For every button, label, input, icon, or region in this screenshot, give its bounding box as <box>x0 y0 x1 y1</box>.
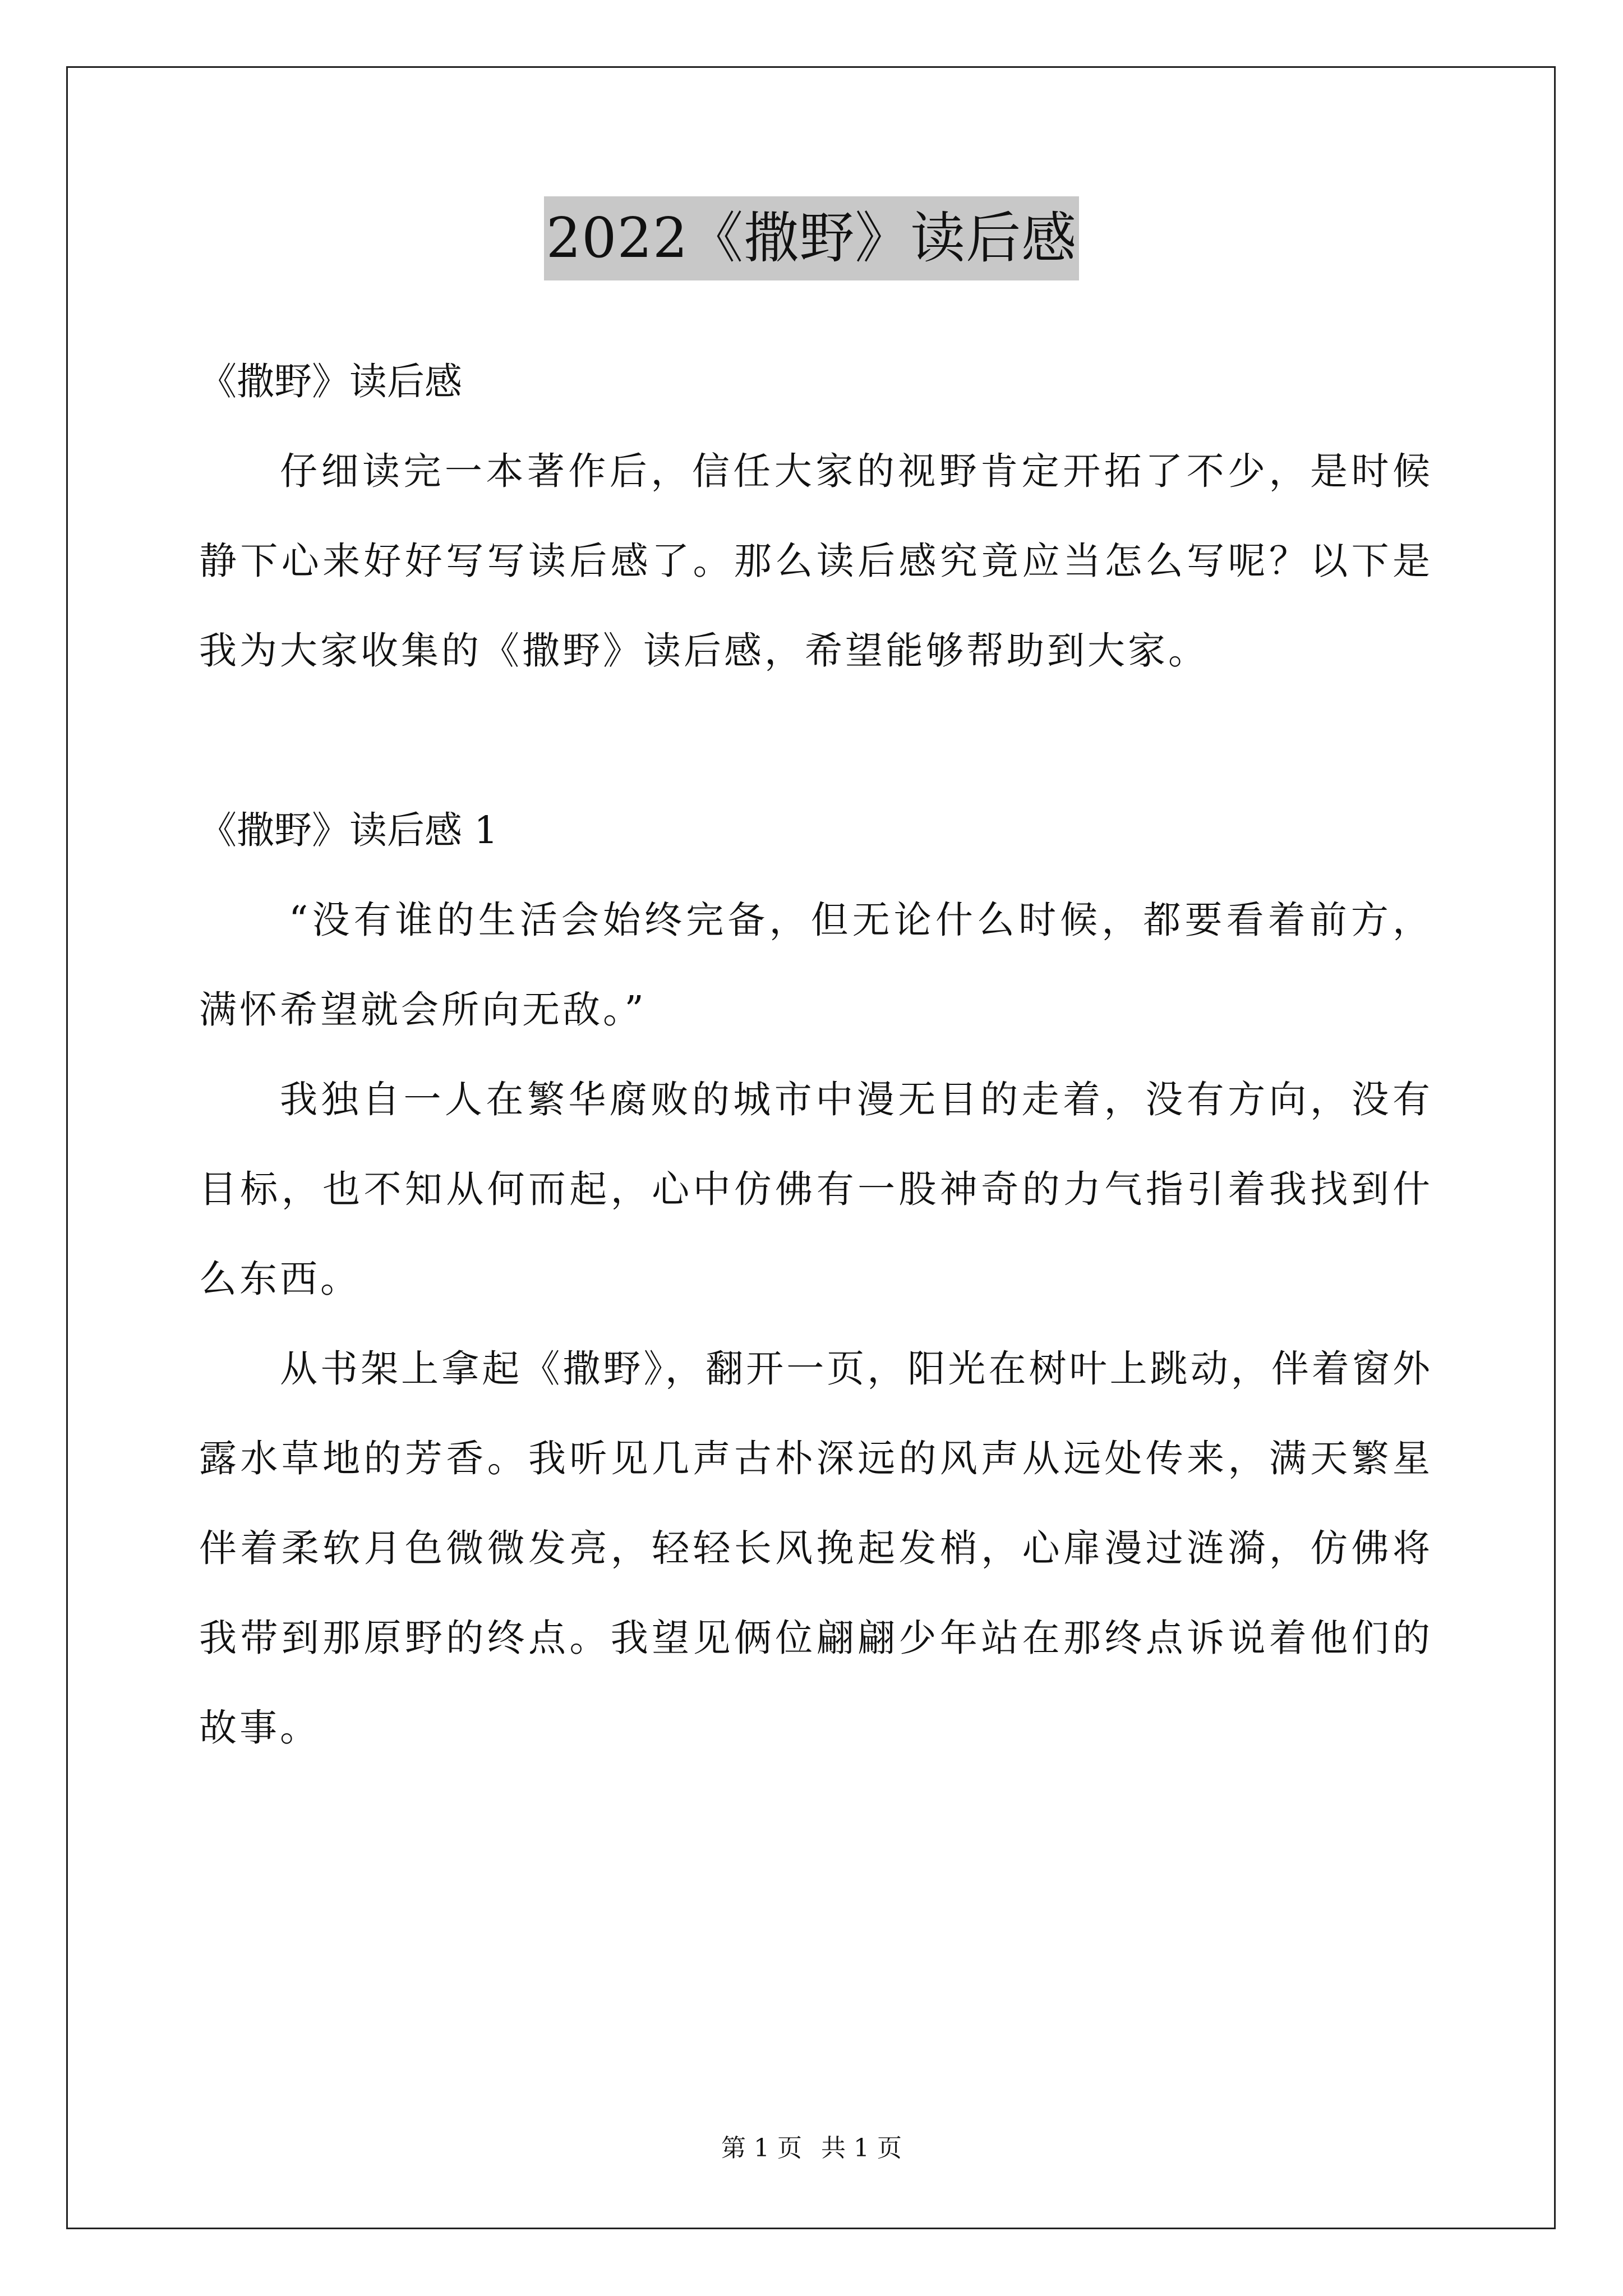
title-container <box>0 196 1623 280</box>
body-paragraph: 从书架上拿起《撒野》，翻开一页，阳光在树叶上跳动，伴着窗外露水草地的芳香。我听见几声古朴深远的风声从远处传来，满天繁星伴着柔软月色微微发亮，轻轻长风挽起发梢，心扉漫过涟漪，仿佛将我带到那原野的终点。我望见俩位翩翩少年站在那终点诉说着他们的故事。 <box>199 1347 1433 1750</box>
page-footer <box>0 2132 1623 2165</box>
blank-line <box>199 696 1433 785</box>
document-body <box>199 337 1433 1773</box>
body-paragraph: 我独自一人在繁华腐败的城市中漫无目的走着，没有方向，没有目标，也不知从何而起，心中仿佛有一股神奇的力气指引着我找到什么东西。 <box>199 1078 1433 1301</box>
intro-paragraph: 仔细读完一本著作后，信任大家的视野肯定开拓了不少，是时候静下心来好好写写读后感了。那么读后感究竟应当怎么写呢？以下是我为大家收集的《撒野》读后感，希望能够帮助到大家。 <box>199 449 1433 673</box>
subtitle: 《撒野》读后感 <box>199 360 462 403</box>
document-title: 2022《撒野》读后感 <box>544 196 1079 280</box>
page-number: 第 1 页 <box>721 2134 802 2162</box>
page-total: 共 1 页 <box>821 2134 902 2162</box>
section-heading: 《撒野》读后感 1 <box>199 808 498 852</box>
quote-paragraph: “没有谁的生活会始终完备，但无论什么时候，都要看着前方，满怀希望就会所向无敌。” <box>199 898 1433 1032</box>
